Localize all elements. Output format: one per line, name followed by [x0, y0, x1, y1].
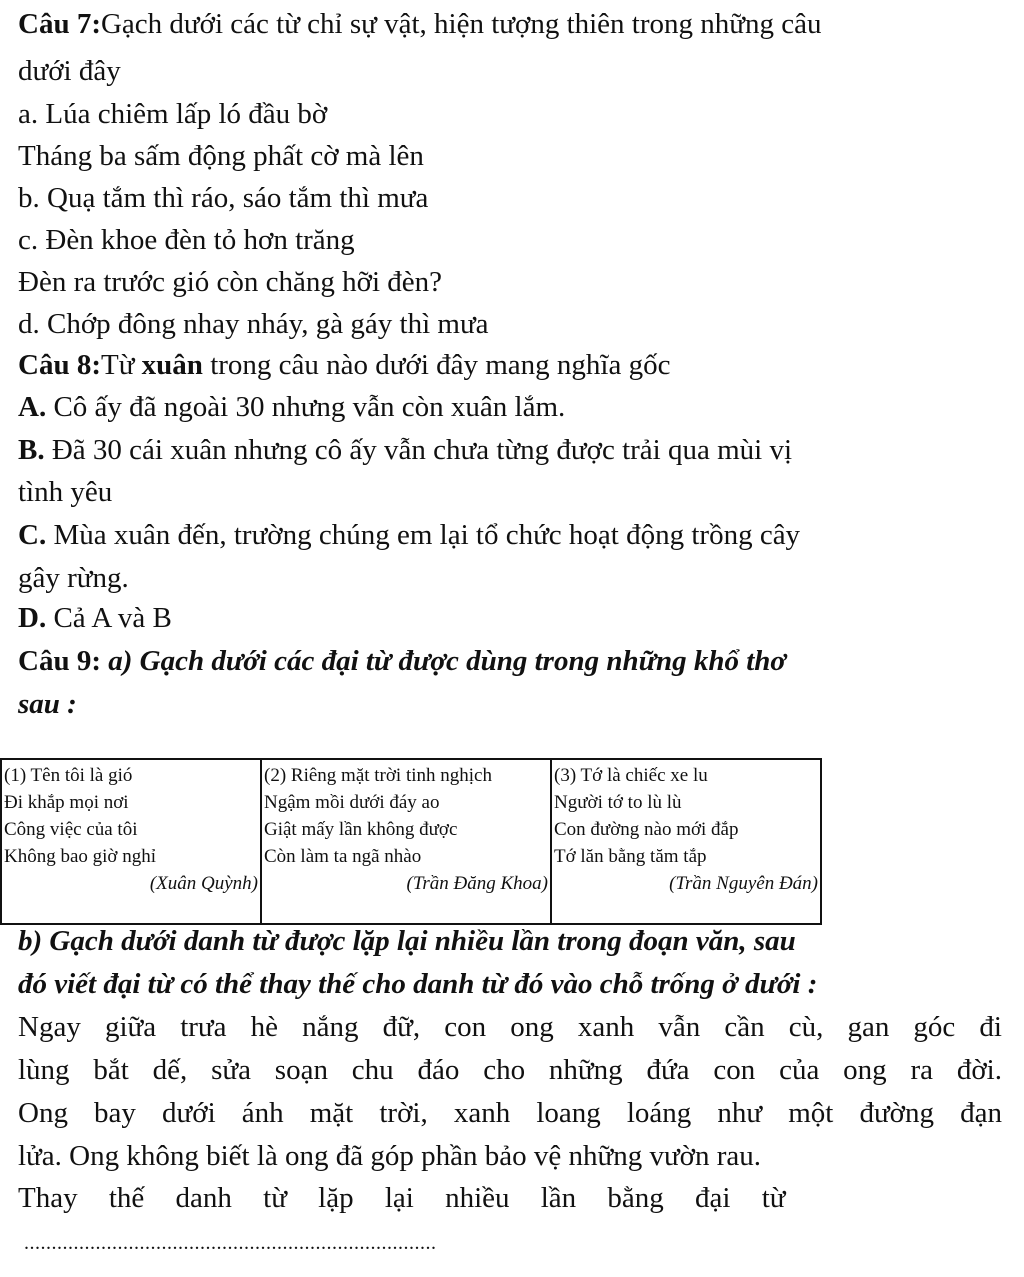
q7-text-cont: dưới đây [18, 55, 121, 87]
poem-line: Ngậm mồi dưới đáy ao [264, 792, 440, 813]
q8-text-post: trong câu nào dưới đây mang nghĩa gốc [202, 349, 671, 381]
q7-line-c2: Đèn ra trước gió còn chăng hỡi đèn? [18, 266, 443, 298]
poem-line: Công việc của tôi [4, 819, 138, 840]
q7-line-b: b. Quạ tắm thì ráo, sáo tắm thì mưa [18, 182, 429, 214]
poem-line: Tớ lăn bằng tăm tắp [554, 846, 707, 867]
poem-cell-2 [261, 759, 551, 924]
poem-line: Người tớ to lù lù [554, 792, 682, 813]
poem-cell-3 [551, 759, 821, 924]
option-text: Đã 30 cái xuân nhưng cô ấy vẫn chưa từng được trải qua mùi vị [44, 434, 793, 466]
q8-option-d [18, 600, 1002, 636]
q9-part-b-line-2: đó viết đại từ có thể thay thế cho danh từ đó vào chỗ trống ở dưới : [18, 968, 818, 1000]
q8-option-c-cont: gây rừng. [18, 562, 129, 594]
q9-part-a: a) Gạch dưới các đại từ được dùng trong những khổ thơ [100, 645, 786, 677]
passage-line-3: Ong bay dưới ánh mặt trời, xanh loang loáng như một đường đạn [18, 1097, 1002, 1129]
q8-option-c [18, 517, 1002, 553]
q7-text: Gạch dưới các từ chỉ sự vật, hiện tượng thiên trong những câu [100, 8, 822, 40]
option-text: Mùa xuân đến, trường chúng em lại tổ chức hoạt động trồng cây [46, 519, 801, 551]
option-text: Cả A và B [46, 602, 172, 634]
option-letter: D. [18, 602, 47, 634]
q8-text-pre: Từ [100, 349, 142, 381]
answer-blank: ........................................................................... [24, 1232, 437, 1254]
replace-instruction: Thay thế danh từ lặp lại nhiều lần bằng đại từ [18, 1182, 786, 1214]
q8-heading [18, 347, 1002, 383]
passage-line-4: lửa. Ong không biết là ong đã góp phần bảo vệ những vườn rau. [18, 1140, 762, 1172]
poem-line: Giật mấy lần không được [264, 819, 458, 840]
option-text: Cô ấy đã ngoài 30 nhưng vẫn còn xuân lắm. [46, 391, 566, 423]
option-letter: B. [18, 434, 45, 466]
poem-author: (Trần Đăng Khoa) [406, 873, 548, 894]
poem-line: Đi khắp mọi nơi [4, 792, 129, 813]
poems-table [0, 758, 822, 925]
passage-line-2: lùng bắt dế, sửa soạn chu đáo cho những đứa con của ong ra đời. [18, 1054, 1002, 1086]
poem-author: (Xuân Quỳnh) [149, 873, 258, 894]
poem-line: Còn làm ta ngã nhào [264, 846, 422, 867]
q9-label: Câu 9: [18, 645, 101, 677]
q8-option-b [18, 432, 1002, 468]
q7-label: Câu 7: [18, 8, 101, 40]
poem-line: Không bao giờ nghỉ [4, 846, 157, 867]
poem-author: (Trần Nguyên Đán) [669, 873, 818, 894]
q9-part-a-cont: sau : [18, 688, 77, 720]
q8-option-a [18, 389, 1002, 425]
poem-line: Con đường nào mới đắp [554, 819, 739, 840]
poem-line: (3) Tớ là chiếc xe lu [554, 765, 708, 786]
q9-part-b-line-1: b) Gạch dưới danh từ được lặp lại nhiều lần trong đoạn văn, sau [18, 925, 796, 957]
poem-line: (1) Tên tôi là gió [4, 765, 133, 786]
q9-heading [18, 643, 1002, 679]
option-letter: A. [18, 391, 47, 423]
q7-line-c1: c. Đèn khoe đèn tỏ hơn trăng [18, 224, 355, 256]
option-letter: C. [18, 519, 47, 551]
passage-line-1: Ngay giữa trưa hè nắng đữ, con ong xanh vẫn cần cù, gan góc đi [18, 1011, 1002, 1043]
q7-line-d: d. Chớp đông nhay nháy, gà gáy thì mưa [18, 308, 489, 340]
q7-line-a1: a. Lúa chiêm lấp ló đầu bờ [18, 98, 328, 130]
poem-cell-1 [1, 759, 261, 924]
q7-heading [18, 6, 1002, 42]
q8-keyword: xuân [141, 349, 203, 381]
poem-line: (2) Riêng mặt trời tinh nghịch [264, 765, 492, 786]
q8-option-b-cont: tình yêu [18, 476, 113, 508]
q7-line-a2: Tháng ba sấm động phất cờ mà lên [18, 140, 424, 172]
q8-label: Câu 8: [18, 349, 101, 381]
